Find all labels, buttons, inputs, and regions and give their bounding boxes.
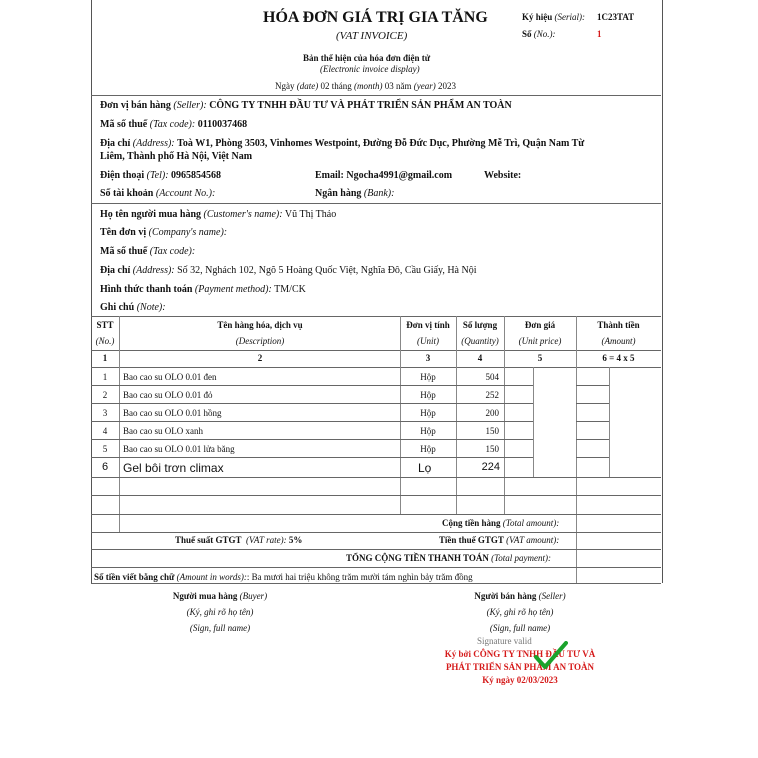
- row-line: [91, 457, 533, 458]
- table-row-unit: Hộp: [420, 408, 436, 418]
- col-header-amount-en: (Amount): [601, 336, 636, 346]
- table-row-no: 2: [102, 390, 108, 400]
- col-header-desc-en: (Description): [235, 336, 285, 346]
- check-icon: [534, 641, 568, 671]
- total-amount-label: Cộng tiền hàng (Total amount):: [442, 518, 560, 528]
- signed-by-line2: PHÁT TRIỂN SẢN PHẨM AN TOÀN: [445, 662, 595, 672]
- seller-sign-hint: (Ký, ghi rõ họ tên): [486, 607, 554, 617]
- row-line: [91, 385, 533, 386]
- col-line: [576, 316, 577, 583]
- row-line: [576, 421, 609, 422]
- row-line: [576, 385, 609, 386]
- col-line: [119, 316, 120, 532]
- table-row-qty: 224: [481, 461, 500, 473]
- number-label: Số (No.):: [522, 29, 556, 39]
- table-row-desc: Bao cao su OLO xanh: [123, 426, 203, 436]
- table-row-unit: Hộp: [420, 372, 436, 382]
- col-header-unit: Đơn vị tính: [406, 320, 450, 330]
- col-index: 1: [102, 353, 108, 363]
- col-header-qty-en: (Quantity): [461, 336, 499, 346]
- col-header-no: STT: [96, 320, 114, 330]
- table-row-desc: Gel bôi trơn climax: [123, 461, 224, 475]
- table-row-no: 5: [102, 444, 108, 454]
- table-row-no: 1: [102, 372, 108, 382]
- buyer-tax-row: Mã số thuế (Tax code):: [100, 246, 196, 257]
- divider: [91, 549, 661, 550]
- divider: [91, 203, 661, 204]
- seller-sign-title: Người bán hàng (Seller): [474, 591, 566, 601]
- vat-rate-row: Thuế suất GTGT (VAT rate): 5%: [175, 535, 303, 545]
- row-line: [576, 439, 609, 440]
- amount-in-words: Số tiền viết bằng chữ (Amount in words):: Ba mươi hai triệu không trăm mười tám nghìn bảy trăm đồng: [94, 572, 473, 582]
- seller-bank-row: Ngân hàng (Bank):: [315, 188, 395, 199]
- table-row-unit: Hộp: [420, 444, 436, 454]
- col-header-qty: Số lượng: [462, 320, 498, 330]
- row-line: [91, 477, 661, 478]
- row-line: [91, 495, 661, 496]
- buyer-note-row: Ghi chú (Note):: [100, 302, 166, 313]
- serial-value: 1C23TAT: [597, 12, 635, 22]
- col-index: 3: [425, 353, 431, 363]
- buyer-company-row: Tên đơn vị (Company's name):: [100, 227, 228, 238]
- divider: [91, 95, 661, 96]
- display-note-en: (Electronic invoice display): [320, 64, 420, 74]
- seller-email-row: Email: Ngocha4991@gmail.com: [315, 170, 453, 181]
- serial-label: Ký hiệu (Serial):: [522, 12, 586, 22]
- col-header-amount: Thành tiền: [597, 320, 640, 330]
- table-row-no: 6: [101, 461, 109, 473]
- col-header-unit-en: (Unit): [417, 336, 439, 346]
- seller-website-label: Website:: [484, 170, 522, 181]
- row-line: [91, 403, 533, 404]
- table-row-qty: 252: [485, 390, 499, 400]
- row-line: [91, 514, 661, 515]
- seller-phone-row: Điện thoại (Tel): 0965854568: [100, 170, 222, 181]
- col-line: [533, 367, 534, 477]
- col-index: 6 = 4 x 5: [602, 353, 635, 363]
- col-index: 4: [477, 353, 483, 363]
- table-row-unit: Hộp: [420, 390, 436, 400]
- display-note: Bản thể hiện của hóa đơn điện tử: [303, 53, 431, 63]
- seller-account-row: Số tài khoản (Account No.):: [100, 188, 216, 199]
- signature-valid: Signature valid: [477, 636, 532, 646]
- seller-name-row: Đơn vị bán hàng (Seller): CÔNG TY TNHH ĐẦU TƯ VÀ PHÁT TRIỂN SẢN PHẨM AN TOÀN: [100, 100, 512, 111]
- divider: [91, 567, 661, 568]
- row-line: [91, 421, 533, 422]
- table-row-qty: 504: [485, 372, 499, 382]
- buyer-sign-hint-en: (Sign, full name): [189, 623, 251, 633]
- divider: [91, 583, 661, 584]
- col-header-desc: Tên hàng hóa, dịch vụ: [217, 320, 303, 330]
- buyer-address-row: Địa chỉ (Address): Số 32, Nghách 102, Ngõ 5 Hoàng Quốc Việt, Nghĩa Đô, Cầu Giấy, Hà Nội: [100, 265, 477, 276]
- seller-address-line2: Liêm, Thành phố Hà Nội, Việt Nam: [100, 151, 253, 162]
- invoice-title: HÓA ĐƠN GIÁ TRỊ GIA TĂNG: [263, 9, 488, 26]
- table-row-unit: Hộp: [420, 426, 436, 436]
- table-row-no: 3: [102, 408, 108, 418]
- table-row-qty: 150: [485, 426, 499, 436]
- signed-date: Ký ngày 02/03/2023: [482, 675, 558, 685]
- row-line: [576, 457, 609, 458]
- table-row-unit: Lọ: [418, 461, 432, 475]
- buyer-sign-hint: (Ký, ghi rõ họ tên): [186, 607, 254, 617]
- signed-by-line1: Ký bởi CÔNG TY TNHH ĐẦU TƯ VÀ: [444, 649, 596, 659]
- row-line: [576, 403, 609, 404]
- col-line: [609, 367, 610, 477]
- col-header-no-en: (No.): [95, 336, 115, 346]
- invoice-subtitle: (VAT INVOICE): [336, 30, 408, 42]
- row-line: [91, 439, 533, 440]
- buyer-payment-row: Hình thức thanh toán (Payment method): TM/CK: [100, 284, 306, 295]
- table-row-no: 4: [102, 426, 108, 436]
- divider: [91, 532, 661, 533]
- col-header-price-en: (Unit price): [518, 336, 562, 346]
- col-index: 2: [257, 353, 263, 363]
- seller-name: CÔNG TY TNHH ĐẦU TƯ VÀ PHÁT TRIỂN SẢN PHẨM AN TOÀN: [209, 100, 512, 111]
- number-value: 1: [597, 29, 602, 39]
- table-row-desc: Bao cao su OLO 0.01 đen: [123, 372, 217, 382]
- table-row-desc: Bao cao su OLO 0.01 hồng: [123, 408, 222, 418]
- seller-tax-row: Mã số thuế (Tax code): 0110037468: [100, 119, 248, 130]
- table-row-qty: 200: [485, 408, 499, 418]
- invoice-date: Ngày (date) 02 tháng (month) 03 năm (year) 2023: [275, 81, 456, 91]
- vat-amount-label: Tiền thuế GTGT (VAT amount):: [439, 535, 560, 545]
- grand-total-label: TỔNG CỘNG TIỀN THANH TOÁN (Total payment):: [346, 553, 552, 563]
- buyer-name-row: Họ tên người mua hàng (Customer's name): Vũ Thị Thảo: [100, 209, 337, 220]
- table-row-desc: Bao cao su OLO 0.01 lửa băng: [123, 444, 235, 454]
- table-row-qty: 150: [485, 444, 499, 454]
- seller-address-row: Địa chỉ (Address): Toà W1, Phòng 3503, Vinhomes Westpoint, Đường Đỗ Đức Dục, Phường Mễ Trì, Quận Nam Từ: [100, 138, 585, 149]
- col-header-price: Đơn giá: [524, 320, 556, 330]
- col-line: [504, 316, 505, 514]
- col-index: 5: [537, 353, 543, 363]
- table-row-desc: Bao cao su OLO 0.01 đỏ: [123, 390, 213, 400]
- seller-sign-hint-en: (Sign, full name): [489, 623, 551, 633]
- buyer-sign-title: Người mua hàng (Buyer): [172, 591, 268, 601]
